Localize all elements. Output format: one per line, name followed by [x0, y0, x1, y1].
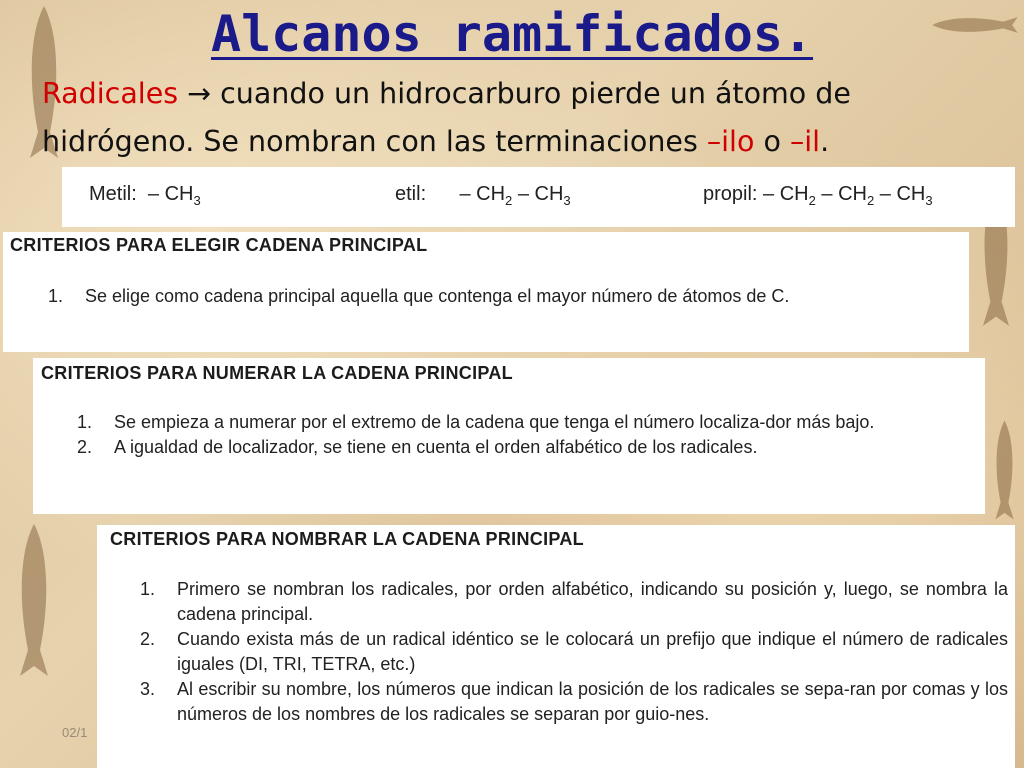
criteria-heading: CRITERIOS PARA NOMBRAR LA CADENA PRINCIPAL — [110, 529, 584, 549]
slide-title: Alcanos ramificados. — [210, 5, 814, 63]
list-item: 1. Primero se nombran los radicales, por orden alfabético, indicando su posición y, luego, se nombra la cadena principal. — [140, 579, 1008, 624]
radicales-word: Radicales — [42, 77, 179, 110]
arrow-icon: → — [187, 77, 212, 110]
list-item: 1. Se elige como cadena principal aquella que contenga el mayor número de átomos de C. — [48, 286, 790, 306]
list-item: 2. A igualdad de localizador, se tiene en cuenta el orden alfabético de los radicales. — [77, 437, 758, 457]
criteria-heading: CRITERIOS PARA ELEGIR CADENA PRINCIPAL — [10, 235, 428, 255]
ending-ilo: –ilo — [706, 125, 755, 158]
fish-fossil-icon — [4, 520, 64, 680]
slide-date: 02/1 — [62, 725, 88, 740]
ending-il: –il — [789, 125, 821, 158]
criteria-panel-choose — [3, 232, 969, 352]
propil-formula: propil: – $CH_2 - CH_2 - CH_3$ — [703, 183, 933, 208]
criteria-heading: CRITERIOS PARA NUMERAR LA CADENA PRINCIPAL — [41, 363, 513, 383]
criteria-list — [77, 410, 972, 460]
metil-formula: Metil: – $CH_3$ — [89, 183, 201, 208]
list-item: 2. Cuando exista más de un radical idéntico se le colocará un prefijo que indique el número de radicales iguales (DI, TRI, TETRA, etc.) — [140, 629, 1008, 674]
criteria-list — [48, 284, 960, 309]
fish-fossil-icon — [985, 410, 1024, 530]
criteria-list — [140, 577, 1008, 727]
list-item: 1. Se empieza a numerar por el extremo de la cadena que tenga el número localiza-dor más bajo. — [77, 412, 875, 432]
list-item: 3. Al escribir su nombre, los números que indican la posición de los radicales se sepa-ran por comas y los números de los nombres de los radicales se separan por guio-nes. — [140, 679, 1008, 724]
criteria-panel-number — [33, 358, 985, 514]
radicals-formula-panel — [62, 167, 1015, 227]
criteria-panel-name — [97, 525, 1015, 768]
intro-paragraph: Radicales → cuando un hidrocarburo pierde un átomo de hidrógeno. Se nombran con las terminaciones –ilo o –il. — [42, 77, 851, 158]
etil-formula: etil: – $CH_2 - CH_3$ — [395, 183, 571, 208]
